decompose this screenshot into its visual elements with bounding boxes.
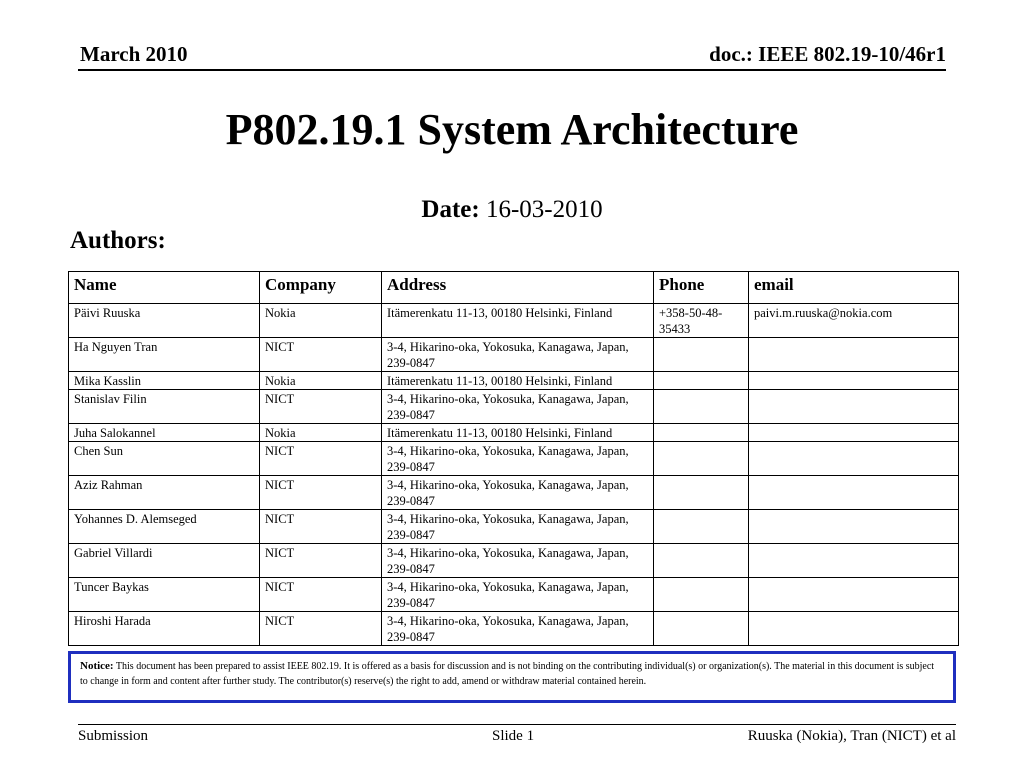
table-header-row	[69, 272, 959, 304]
cell-address: Itämerenkatu 11-13, 00180 Helsinki, Finland	[382, 424, 654, 442]
cell-address: 3-4, Hikarino-oka, Yokosuka, Kanagawa, Japan, 239-0847	[382, 476, 654, 510]
column-header-phone: Phone	[654, 272, 749, 304]
cell-address: 3-4, Hikarino-oka, Yokosuka, Kanagawa, Japan, 239-0847	[382, 510, 654, 544]
cell-email	[749, 544, 959, 578]
header-divider	[78, 69, 946, 71]
footer-divider	[78, 724, 956, 725]
date-value: 16-03-2010	[485, 196, 603, 223]
cell-email: paivi.m.ruuska@nokia.com	[749, 304, 959, 338]
column-header-address: Address	[382, 272, 654, 304]
header-doc-id: doc.: IEEE 802.19-10/46r1	[709, 42, 946, 66]
cell-name: Gabriel Villardi	[69, 544, 260, 578]
table-row	[69, 510, 959, 544]
cell-address: 3-4, Hikarino-oka, Yokosuka, Kanagawa, Japan, 239-0847	[382, 544, 654, 578]
footer-submission: Submission	[78, 728, 149, 744]
cell-name: Chen Sun	[69, 442, 260, 476]
cell-company: Nokia	[260, 424, 382, 442]
cell-name: Aziz Rahman	[69, 476, 260, 510]
cell-address: 3-4, Hikarino-oka, Yokosuka, Kanagawa, Japan, 239-0847	[382, 612, 654, 646]
cell-company: NICT	[260, 390, 382, 424]
table-row	[69, 424, 959, 442]
cell-company: NICT	[260, 578, 382, 612]
cell-phone	[654, 578, 749, 612]
authors-label: Authors:	[70, 227, 166, 254]
notice-box	[68, 651, 956, 703]
cell-address: Itämerenkatu 11-13, 00180 Helsinki, Finland	[382, 372, 654, 390]
cell-name: Hiroshi Harada	[69, 612, 260, 646]
cell-company: NICT	[260, 442, 382, 476]
cell-address: 3-4, Hikarino-oka, Yokosuka, Kanagawa, Japan, 239-0847	[382, 338, 654, 372]
cell-name: Ha Nguyen Tran	[69, 338, 260, 372]
cell-email	[749, 612, 959, 646]
cell-address: 3-4, Hikarino-oka, Yokosuka, Kanagawa, Japan, 239-0847	[382, 390, 654, 424]
cell-company: NICT	[260, 338, 382, 372]
authors-table-body	[69, 304, 959, 646]
cell-phone	[654, 424, 749, 442]
column-header-company: Company	[260, 272, 382, 304]
cell-email	[749, 424, 959, 442]
cell-address: 3-4, Hikarino-oka, Yokosuka, Kanagawa, Japan, 239-0847	[382, 442, 654, 476]
header-date: March 2010	[80, 42, 188, 66]
table-row	[69, 612, 959, 646]
footer-authors: Ruuska (Nokia), Tran (NICT) et al	[747, 728, 956, 744]
notice-label: Notice:	[80, 660, 114, 672]
cell-email	[749, 338, 959, 372]
cell-email	[749, 390, 959, 424]
cell-address: Itämerenkatu 11-13, 00180 Helsinki, Finland	[382, 304, 654, 338]
cell-phone: +358-50-48-35433	[654, 304, 749, 338]
cell-phone	[654, 390, 749, 424]
table-row	[69, 338, 959, 372]
cell-phone	[654, 372, 749, 390]
cell-company: NICT	[260, 544, 382, 578]
cell-email	[749, 476, 959, 510]
footer-slide-number: Slide 1	[492, 728, 535, 744]
cell-company: Nokia	[260, 304, 382, 338]
table-row	[69, 304, 959, 338]
cell-phone	[654, 510, 749, 544]
cell-email	[749, 578, 959, 612]
cell-name: Stanislav Filin	[69, 390, 260, 424]
cell-company: NICT	[260, 510, 382, 544]
cell-company: NICT	[260, 476, 382, 510]
cell-phone	[654, 442, 749, 476]
cell-address: 3-4, Hikarino-oka, Yokosuka, Kanagawa, Japan, 239-0847	[382, 578, 654, 612]
cell-name: Mika Kasslin	[69, 372, 260, 390]
cell-email	[749, 372, 959, 390]
cell-name: Yohannes D. Alemseged	[69, 510, 260, 544]
date-label: Date:	[421, 196, 480, 223]
cell-name: Juha Salokannel	[69, 424, 260, 442]
table-row	[69, 476, 959, 510]
cell-phone	[654, 338, 749, 372]
authors-table	[68, 271, 959, 646]
table-row	[69, 390, 959, 424]
cell-email	[749, 442, 959, 476]
column-header-email: email	[749, 272, 959, 304]
cell-company: NICT	[260, 612, 382, 646]
notice-text: This document has been prepared to assist IEEE 802.19. It is offered as a basis for discussion and is not binding on the contributing individual(s) or organization(s). The material in this document is subject to change in form and content after further study. The contributor(s) reserve(s) the right to add, amend or withdraw material contained herein.	[80, 661, 935, 687]
slide-title: P802.19.1 System Architecture	[225, 105, 799, 154]
cell-phone	[654, 612, 749, 646]
cell-name: Tuncer Baykas	[69, 578, 260, 612]
cell-phone	[654, 476, 749, 510]
table-row	[69, 544, 959, 578]
cell-company: Nokia	[260, 372, 382, 390]
column-header-name: Name	[69, 272, 260, 304]
date-line	[0, 196, 1024, 224]
cell-name: Päivi Ruuska	[69, 304, 260, 338]
table-row	[69, 578, 959, 612]
table-row	[69, 372, 959, 390]
cell-email	[749, 510, 959, 544]
table-row	[69, 442, 959, 476]
cell-phone	[654, 544, 749, 578]
